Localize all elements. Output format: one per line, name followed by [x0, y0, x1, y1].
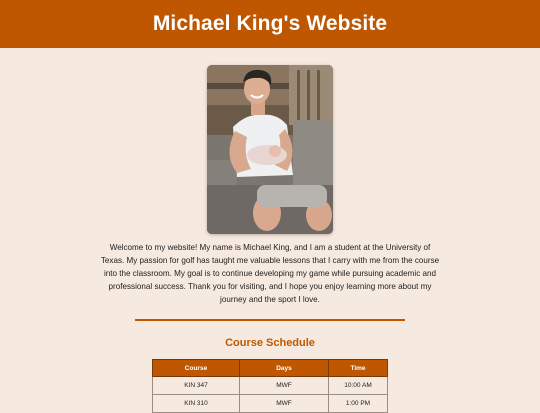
profile-photo: [207, 65, 333, 234]
column-header-time: Time: [329, 360, 388, 377]
site-header: [0, 0, 540, 48]
days-cell: MWF: [240, 377, 329, 395]
site-title: Michael King's Website: [152, 12, 388, 35]
course-cell: KIN 310: [153, 395, 240, 413]
days-cell: MWF: [240, 395, 329, 413]
section-divider: [135, 319, 405, 321]
table-header-row: [153, 360, 388, 377]
schedule-title: Course Schedule: [225, 337, 315, 349]
intro-paragraph: Welcome to my website! My name is Michael King, and I am a student at the University of Texas. My passion for golf has taught me valuable lessons that I carry with me from the course into the classroom. My goal is to continue developing my game while pursuing academic and professional success. Thank you for visiting, and I hope you enjoy learning more about my journey and the sport I love.: [100, 243, 440, 304]
column-header-course: Course: [153, 360, 240, 377]
time-cell: 10:00 AM: [329, 377, 388, 395]
time-cell: 1:00 PM: [329, 395, 388, 413]
column-header-days: Days: [240, 360, 329, 377]
table-row: [153, 395, 388, 413]
table-row: [153, 377, 388, 395]
course-cell: KIN 347: [153, 377, 240, 395]
